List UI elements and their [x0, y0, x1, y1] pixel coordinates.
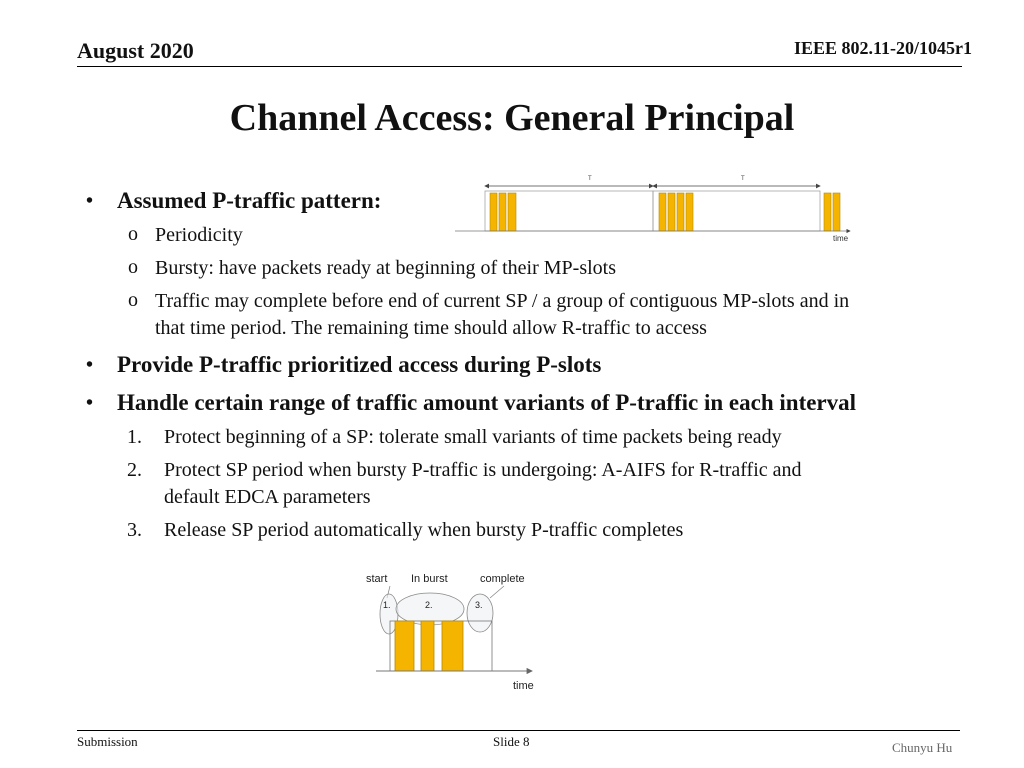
packet [490, 193, 497, 231]
numbered-marker: 2. [127, 459, 142, 481]
period-label-2: T [741, 176, 745, 182]
num-2: 2. [425, 600, 433, 610]
packet [824, 193, 831, 231]
footer-divider [77, 730, 960, 731]
num-1: 1. [383, 600, 391, 610]
time-axis-label: time [513, 680, 534, 692]
sub-item-traffic-complete-line2: that time period. The remaining time should allow R-traffic to access [155, 317, 707, 339]
label-complete: complete [480, 573, 525, 585]
numbered-item-2-line2: default EDCA parameters [164, 486, 371, 508]
sub-marker: o [128, 256, 138, 278]
header-doc-id: IEEE 802.11-20/1045r1 [793, 38, 972, 58]
bullet-1-text: Assumed P-traffic pattern: [117, 188, 382, 213]
label-start: start [366, 573, 388, 585]
sp-burst-diagram [360, 566, 560, 696]
sub-item-periodicity: Periodicity [155, 224, 243, 246]
label-in-burst: In burst [411, 573, 448, 585]
header-divider [77, 66, 962, 67]
numbered-item-2-line1: Protect SP period when bursty P-traffic is undergoing: A-AIFS for R-traffic and [164, 459, 802, 481]
numbered-marker: 1. [127, 426, 142, 448]
packet [677, 193, 684, 231]
header-date: August 2020 [77, 38, 194, 63]
sub-marker: o [128, 223, 138, 245]
packet [421, 621, 434, 671]
sub-marker: o [128, 289, 138, 311]
bullet-2-text: Provide P-traffic prioritized access during P-slots [117, 352, 602, 377]
packet [686, 193, 693, 231]
footer-submission: Submission [77, 734, 138, 749]
footer-author: Chunyu Hu [892, 740, 953, 755]
time-axis-label: time [833, 234, 849, 243]
numbered-marker: 3. [127, 519, 142, 541]
packet [442, 621, 463, 671]
slide-title: Channel Access: General Principal [229, 97, 795, 139]
packet [659, 193, 666, 231]
num-3: 3. [475, 600, 483, 610]
sub-item-bursty: Bursty: have packets ready at beginning of their MP-slots [155, 257, 617, 279]
connector-line [490, 586, 504, 598]
sub-item-traffic-complete-line1: Traffic may complete before end of current SP / a group of contiguous MP-slots and in [155, 290, 850, 312]
footer-slide-number: Slide 8 [493, 734, 530, 749]
numbered-item-3: Release SP period automatically when bursty P-traffic completes [164, 519, 684, 541]
periodic-traffic-diagram [450, 168, 860, 248]
numbered-item-1: Protect beginning of a SP: tolerate small variants of time packets being ready [164, 426, 782, 448]
packet [833, 193, 840, 231]
packet [395, 621, 414, 671]
packet [668, 193, 675, 231]
bullet-dot: • [86, 392, 94, 414]
bullet-3-text: Handle certain range of traffic amount variants of P-traffic in each interval [117, 390, 857, 415]
packet [508, 193, 516, 231]
period-label-1: T [588, 176, 592, 182]
bullet-dot: • [86, 190, 94, 212]
bullet-dot: • [86, 354, 94, 376]
packet [499, 193, 506, 231]
